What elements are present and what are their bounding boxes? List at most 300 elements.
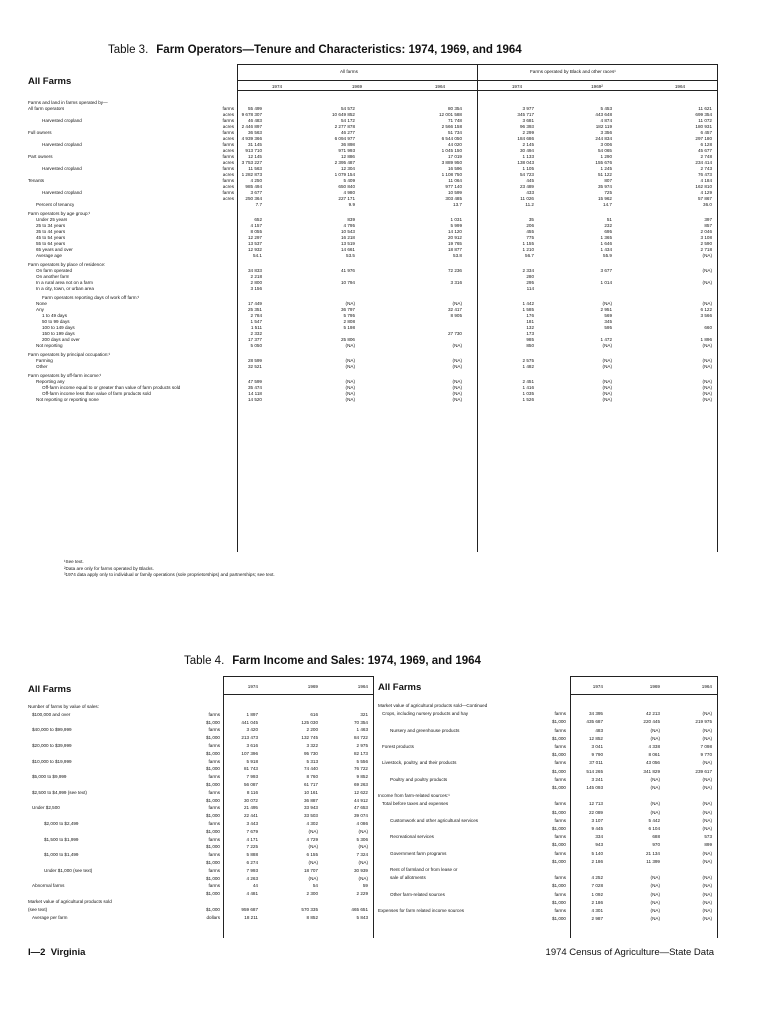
table-cell: 595 — [604, 325, 612, 330]
table-cell: 9 790 — [591, 752, 603, 758]
row-label: Reporting any — [36, 379, 65, 384]
table-cell: 334 — [595, 834, 603, 840]
table-cell: 11 621 — [698, 106, 712, 111]
table-cell: 6 155 — [306, 852, 318, 858]
table-cell: 14.7 — [603, 202, 612, 207]
table-cell: 5 442 — [648, 817, 660, 823]
row-label: 150 to 199 days — [42, 331, 75, 336]
table-cell: 5 888 — [246, 852, 258, 858]
table-cell: 138 043 — [517, 160, 534, 165]
table-cell: 14 118 — [248, 391, 262, 396]
row-label: 45 to 54 years — [36, 235, 66, 240]
table-cell: 839 — [347, 217, 355, 222]
table4-section-left: All Farms — [28, 684, 72, 695]
table-cell: 125 030 — [301, 719, 318, 725]
table-cell: 2 800 — [250, 280, 262, 285]
table-cell: 3 566 — [700, 313, 712, 318]
table-cell: (NA) — [702, 280, 712, 285]
table-cell: 1 210 — [522, 247, 534, 252]
table-cell: 7 225 — [246, 844, 258, 850]
table-cell: (NA) — [602, 385, 612, 390]
row-unit: $1,000 — [205, 906, 220, 912]
row-unit: farms — [222, 106, 234, 111]
table-cell: 850 — [526, 343, 534, 348]
row-label: Under 25 years — [36, 217, 68, 222]
table-cell: 1 035 — [522, 391, 534, 396]
table-cell: 4 301 — [591, 908, 603, 913]
table-cell: 7 993 — [246, 774, 258, 780]
row-unit: $1,000 — [205, 750, 220, 756]
table-cell: 35 — [528, 217, 534, 222]
table-cell: 2 300 — [306, 891, 318, 897]
table-cell: 2 229 — [356, 891, 368, 897]
table-cell: (NA) — [650, 875, 660, 881]
table-cell: 45 677 — [697, 148, 712, 153]
table-cell: 9 770 — [700, 752, 712, 758]
table-cell: 1 155 — [522, 241, 534, 246]
table-cell: 46 277 — [340, 130, 355, 135]
table-cell: 114 — [526, 286, 534, 291]
table-cell: 21 495 — [243, 805, 258, 811]
table-cell: 59 — [362, 883, 368, 889]
row-unit: $1,000 — [551, 916, 566, 922]
table-cell: (NA) — [702, 875, 712, 881]
table-cell: 5 313 — [306, 758, 318, 764]
table-cell: 807 — [604, 178, 612, 183]
row-label: 35 to 44 years — [36, 229, 66, 234]
table-cell: 6 122 — [700, 307, 712, 312]
table-cell: 7 098 — [700, 744, 712, 749]
row-unit: farms — [208, 743, 220, 748]
table-cell: 4 263 — [246, 875, 258, 881]
table-cell: 3 420 — [246, 727, 258, 733]
table-cell: 1 245 — [600, 166, 612, 171]
row-label: Farm operators reporting days of work off farm:¹ — [42, 295, 140, 300]
table-cell: 2 575 — [522, 358, 534, 363]
row-label: Not reporting — [36, 343, 63, 348]
row-unit: acres — [222, 124, 234, 129]
table-cell: 12 886 — [340, 154, 355, 159]
table-cell: 280 — [526, 274, 534, 279]
table-cell: 1 014 — [600, 280, 612, 285]
table-cell: 652 — [254, 217, 262, 222]
table-cell: 3 108 — [700, 235, 712, 240]
year-header: 1964 — [434, 84, 446, 89]
table-cell: 11 399 — [646, 858, 660, 864]
table-cell: 857 — [704, 223, 712, 228]
table-cell: 2 186 — [591, 899, 603, 905]
row-label: Farm operators by principal occupation:¹ — [28, 352, 111, 357]
table-cell: 5 409 — [343, 178, 355, 183]
table-cell: (NA) — [702, 343, 712, 348]
table-cell: 47 653 — [353, 805, 368, 811]
row-label: Other farm-related sources — [390, 891, 445, 897]
row-unit: farms — [208, 852, 220, 858]
table-cell: 13.7 — [453, 202, 462, 207]
table-cell: 13 519 — [340, 241, 355, 246]
table-cell: 8 852 — [306, 914, 318, 920]
year-header: 1969 — [649, 684, 660, 689]
table-cell: 5 198 — [343, 325, 355, 330]
table-cell: 943 — [595, 842, 603, 848]
table-cell: (NA) — [345, 301, 355, 306]
table-cell: 303 485 — [445, 196, 462, 201]
table-cell: (NA) — [650, 883, 660, 889]
table-cell: 4 171 — [246, 836, 258, 842]
table-cell: (NA) — [702, 711, 712, 717]
table-cell: (NA) — [650, 776, 660, 782]
table-cell: 54 065 — [597, 148, 612, 153]
table-cell: 1 585 — [522, 307, 534, 312]
table-cell: 1 482 — [522, 364, 534, 369]
row-label: Part owners — [28, 154, 53, 159]
table-cell: 17 449 — [247, 301, 262, 306]
table-cell: 8 055 — [250, 229, 262, 234]
table-cell: 34 833 — [247, 268, 262, 273]
table-cell: (NA) — [345, 343, 355, 348]
table-cell: 96 393 — [519, 124, 534, 129]
table-cell: 250 364 — [245, 196, 262, 201]
table-cell: 18 877 — [447, 247, 462, 252]
table-cell: 55 499 — [247, 106, 262, 111]
table-cell: (NA) — [650, 727, 660, 733]
table3-heading: Farm Operators—Tenure and Characteristics: 1974, 1969, and 1964 — [156, 44, 522, 56]
table4-heading: Farm Income and Sales: 1974, 1969, and 1964 — [232, 655, 481, 667]
footer-page — [28, 947, 85, 958]
table-cell: 18 707 — [303, 867, 318, 873]
year-header: 1964 — [357, 684, 368, 689]
table-cell: 688 — [652, 834, 660, 840]
row-unit: farms — [208, 758, 220, 764]
table-cell: 4 157 — [250, 223, 262, 228]
table-cell: 2 718 — [700, 247, 712, 252]
table-cell: 33 943 — [303, 805, 318, 811]
row-unit: $1,000 — [205, 782, 220, 787]
year-header: 1974 — [247, 684, 258, 689]
row-unit: farms — [554, 817, 566, 823]
table-cell: 44 912 — [353, 797, 368, 803]
table-cell: 11 563 — [248, 166, 262, 171]
table-cell: 570 335 — [301, 906, 318, 912]
table3-group-all: All farms — [340, 69, 358, 74]
table-cell: (NA) — [308, 860, 318, 865]
row-unit: farms — [554, 834, 566, 840]
table-cell: 660 — [704, 325, 712, 330]
row-unit: $1,000 — [551, 785, 566, 790]
table-cell: (NA) — [358, 860, 368, 865]
row-unit: acres — [222, 148, 234, 153]
table-cell: 985 494 — [245, 184, 262, 189]
table-cell: 3 889 950 — [441, 160, 462, 165]
table-cell: 176 — [526, 313, 534, 318]
year-header: 1969 — [307, 684, 318, 689]
table-cell: 695 — [604, 229, 612, 234]
table-cell: 913 710 — [245, 148, 262, 153]
year-header: 1964 — [701, 684, 712, 689]
table-cell: 15 962 — [597, 196, 612, 201]
row-unit: $1,000 — [205, 844, 220, 850]
table-cell: 2 784 — [250, 313, 262, 318]
row-unit: $1,000 — [551, 842, 566, 848]
table-cell: 1 896 — [700, 337, 712, 342]
row-label: 55 to 64 years — [36, 241, 66, 246]
table-cell: 8 760 — [306, 774, 318, 780]
row-label: Livestock, poultry, and their products — [382, 760, 457, 766]
row-unit: acres — [222, 184, 234, 189]
table-cell: 11 064 — [448, 178, 462, 183]
row-unit: farms — [208, 805, 220, 811]
row-label: $40,000 to $99,999 — [32, 727, 72, 733]
table-cell: (NA) — [308, 844, 318, 850]
table-cell: (NA) — [702, 268, 712, 273]
table-cell: 155 676 — [595, 160, 612, 165]
table-cell: 465 651 — [351, 906, 368, 912]
table-cell: (NA) — [702, 891, 712, 897]
row-unit: $1,000 — [205, 875, 220, 881]
row-label: Market value of agricultural products sold—Continued — [378, 703, 488, 708]
table-cell: 435 687 — [586, 719, 603, 725]
table-cell: (NA) — [702, 391, 712, 396]
table-cell: 3 006 — [600, 142, 612, 147]
table-cell: 17 019 — [447, 154, 462, 159]
row-unit: farms — [554, 891, 566, 897]
table-cell: 1 547 — [250, 319, 262, 324]
table-cell: 47 599 — [247, 379, 262, 384]
row-unit: $1,000 — [551, 899, 566, 905]
table-cell: 616 — [310, 711, 318, 717]
table-cell: 17 377 — [247, 337, 262, 342]
row-unit: farms — [208, 836, 220, 842]
row-label: 65 years and over — [36, 247, 73, 252]
table-cell: 42 213 — [645, 711, 660, 717]
row-label: $10,000 to $19,999 — [32, 758, 72, 764]
table-cell: 30 494 — [519, 148, 534, 153]
table-cell: 971 993 — [338, 148, 355, 153]
table-cell: 9.9 — [348, 202, 355, 207]
table-cell: 36 563 — [247, 130, 262, 135]
table-cell: 8 061 — [648, 752, 660, 758]
table-cell: (NA) — [650, 735, 660, 741]
table-cell: 1 646 — [600, 241, 612, 246]
table-cell: (NA) — [452, 301, 462, 306]
table-cell: 6 457 — [700, 130, 712, 135]
row-label: In a rural area not on a farm — [36, 280, 93, 285]
table-cell: 2 808 — [343, 319, 355, 324]
table-cell: 4 184 — [700, 178, 712, 183]
table-cell: (NA) — [650, 916, 660, 922]
table-cell: 27 730 — [447, 331, 462, 336]
table-cell: 57 867 — [697, 196, 712, 201]
table-cell: 35 974 — [597, 184, 612, 189]
table-cell: 44 020 — [447, 142, 462, 147]
row-label: On farm operated — [36, 268, 73, 273]
table-cell: 4 250 — [250, 178, 262, 183]
table-cell: 22 441 — [243, 813, 258, 819]
table-cell: 2 743 — [700, 166, 712, 171]
year-header: 1969 — [351, 84, 363, 89]
table-cell: 455 — [526, 229, 534, 234]
table-cell: 28 599 — [247, 358, 262, 363]
row-label: $1,500 to $1,999 — [44, 836, 79, 842]
table-cell: (NA) — [702, 397, 712, 402]
year-header: 1974 — [271, 84, 283, 89]
table-cell: 2 332 — [250, 331, 262, 336]
table-cell: 321 — [360, 711, 368, 717]
table-cell: 5 999 — [450, 223, 462, 228]
table-cell: (NA) — [602, 391, 612, 396]
table-cell: 1 092 — [591, 891, 603, 897]
table-cell: 23 489 — [519, 184, 534, 189]
table-cell: 12 622 — [353, 789, 368, 795]
row-label: Farms and land in farms operated by— — [28, 100, 108, 105]
table-cell: 1 365 — [600, 235, 612, 240]
row-unit: farms — [554, 744, 566, 749]
table-cell: 899 — [704, 842, 712, 848]
table-cell: (NA) — [308, 875, 318, 881]
table-cell: (NA) — [702, 727, 712, 733]
table-cell: 2 046 — [700, 229, 712, 234]
row-label: 100 to 149 days — [42, 325, 75, 330]
table-cell: 5 140 — [591, 850, 603, 856]
table-cell: 569 — [604, 313, 612, 318]
table-cell: (NA) — [702, 301, 712, 306]
row-unit: farms — [208, 789, 220, 795]
table-cell: 441 045 — [241, 719, 258, 725]
table-cell: 16 596 — [447, 166, 462, 171]
row-unit: farms — [554, 908, 566, 913]
table-cell: 19 765 — [447, 241, 462, 246]
table-cell: (NA) — [358, 875, 368, 881]
row-unit: $1,000 — [205, 719, 220, 725]
table-cell: 12 297 — [247, 235, 262, 240]
table-cell: 5 843 — [356, 914, 368, 920]
table-cell: 16 218 — [340, 235, 355, 240]
year-header: 1974 — [592, 684, 603, 689]
row-unit: farms — [222, 190, 234, 195]
table-cell: 1 079 154 — [334, 172, 355, 177]
table-cell: (NA) — [650, 899, 660, 905]
table-cell: 173 — [526, 331, 534, 336]
table-cell: (NA) — [345, 364, 355, 369]
table-cell: 445 — [526, 178, 534, 183]
table-cell: 12 932 — [247, 247, 262, 252]
row-label: In a city, town, or urban area — [36, 286, 94, 291]
table-cell: 31 145 — [247, 142, 262, 147]
table-cell: 36 887 — [303, 797, 318, 803]
row-label: Total before taxes and expenses — [382, 801, 449, 807]
table-cell: (NA) — [345, 397, 355, 402]
table-cell: 74 440 — [303, 766, 318, 772]
table-cell: 4 874 — [600, 118, 612, 123]
table-cell: 181 — [526, 319, 534, 324]
table-cell: 1 108 750 — [441, 172, 462, 177]
row-unit: farms — [554, 801, 566, 807]
table-cell: 5 050 — [250, 343, 262, 348]
table4-number: Table 4. — [184, 655, 225, 667]
row-unit: acres — [222, 172, 234, 177]
table-cell: 3 677 — [600, 268, 612, 273]
row-label: Off-farm income less than value of farm products sold — [42, 391, 151, 396]
table-cell: 11.2 — [525, 202, 534, 207]
row-label: Off-farm income equal to or greater than value of farm products sold — [42, 385, 181, 390]
table-cell: 70 354 — [353, 719, 368, 725]
table-cell: (NA) — [702, 358, 712, 363]
table-cell: 32 417 — [447, 307, 462, 312]
row-label: Crops, including nursery products and hay — [382, 711, 469, 717]
row-label: Government farm programs — [390, 850, 447, 856]
row-label: Harvested cropland — [42, 118, 82, 123]
row-label: Nursery and greenhouse products — [390, 727, 460, 733]
table-cell: 36.0 — [703, 202, 712, 207]
table-cell: 2 200 — [306, 727, 318, 733]
row-unit: $1,000 — [551, 768, 566, 774]
table-cell: (NA) — [650, 801, 660, 807]
year-header: 1969² — [591, 84, 603, 89]
row-unit: acres — [222, 196, 234, 201]
table-cell: (NA) — [452, 358, 462, 363]
table-cell: 10 794 — [340, 280, 355, 285]
row-label: Under $2,500 — [32, 805, 60, 811]
table-cell: 6 128 — [700, 142, 712, 147]
table-cell: (NA) — [308, 828, 318, 834]
row-unit: farms — [208, 883, 220, 889]
table-cell: 3 753 227 — [241, 160, 262, 165]
table-cell: 10 161 — [303, 789, 318, 795]
row-unit: $1,000 — [205, 797, 220, 803]
row-unit: farms — [222, 118, 234, 123]
table-cell: 54 — [312, 883, 318, 889]
table-cell: (NA) — [702, 916, 712, 922]
row-unit: farms — [208, 774, 220, 780]
table-cell: 53.8 — [453, 253, 462, 258]
table-cell: (NA) — [702, 908, 712, 913]
state-name: Virginia — [50, 947, 86, 958]
table-cell: (NA) — [602, 301, 612, 306]
table-cell: 51 — [606, 217, 612, 222]
table-cell: 7 028 — [591, 883, 603, 889]
table-cell: 9 678 307 — [241, 112, 262, 117]
table-cell: 239 617 — [695, 768, 712, 774]
table-cell: 2 277 878 — [334, 124, 355, 129]
table-cell: 1 290 — [600, 154, 612, 159]
row-label: Other — [36, 364, 48, 369]
table-cell: 4 086 — [356, 821, 368, 826]
row-unit: farms — [554, 760, 566, 766]
table-cell: 10 543 — [340, 229, 355, 234]
table-cell: 244 834 — [595, 136, 612, 141]
row-unit: $1,000 — [551, 858, 566, 864]
year-header: 1964 — [674, 84, 686, 89]
table-cell: 182 119 — [595, 124, 612, 129]
row-unit: farms — [208, 867, 220, 873]
table-cell: 3 677 — [250, 190, 262, 195]
row-unit: acres — [222, 136, 234, 141]
table-cell: 8 905 — [450, 313, 462, 318]
table-cell: 1 045 150 — [441, 148, 462, 153]
table-cell: (NA) — [602, 397, 612, 402]
table-cell: 54 172 — [340, 118, 355, 123]
table-cell: 4 795 — [343, 223, 355, 228]
table-cell: (NA) — [452, 385, 462, 390]
table-cell: 5 556 — [356, 758, 368, 764]
row-unit: $1,000 — [205, 860, 220, 865]
row-unit: farms — [554, 727, 566, 733]
table-cell: 76 722 — [353, 766, 368, 772]
table-cell: (NA) — [650, 891, 660, 897]
table-cell: 10 599 — [447, 190, 462, 195]
table-cell: 7 324 — [356, 852, 368, 858]
year-header: 1974 — [511, 84, 523, 89]
